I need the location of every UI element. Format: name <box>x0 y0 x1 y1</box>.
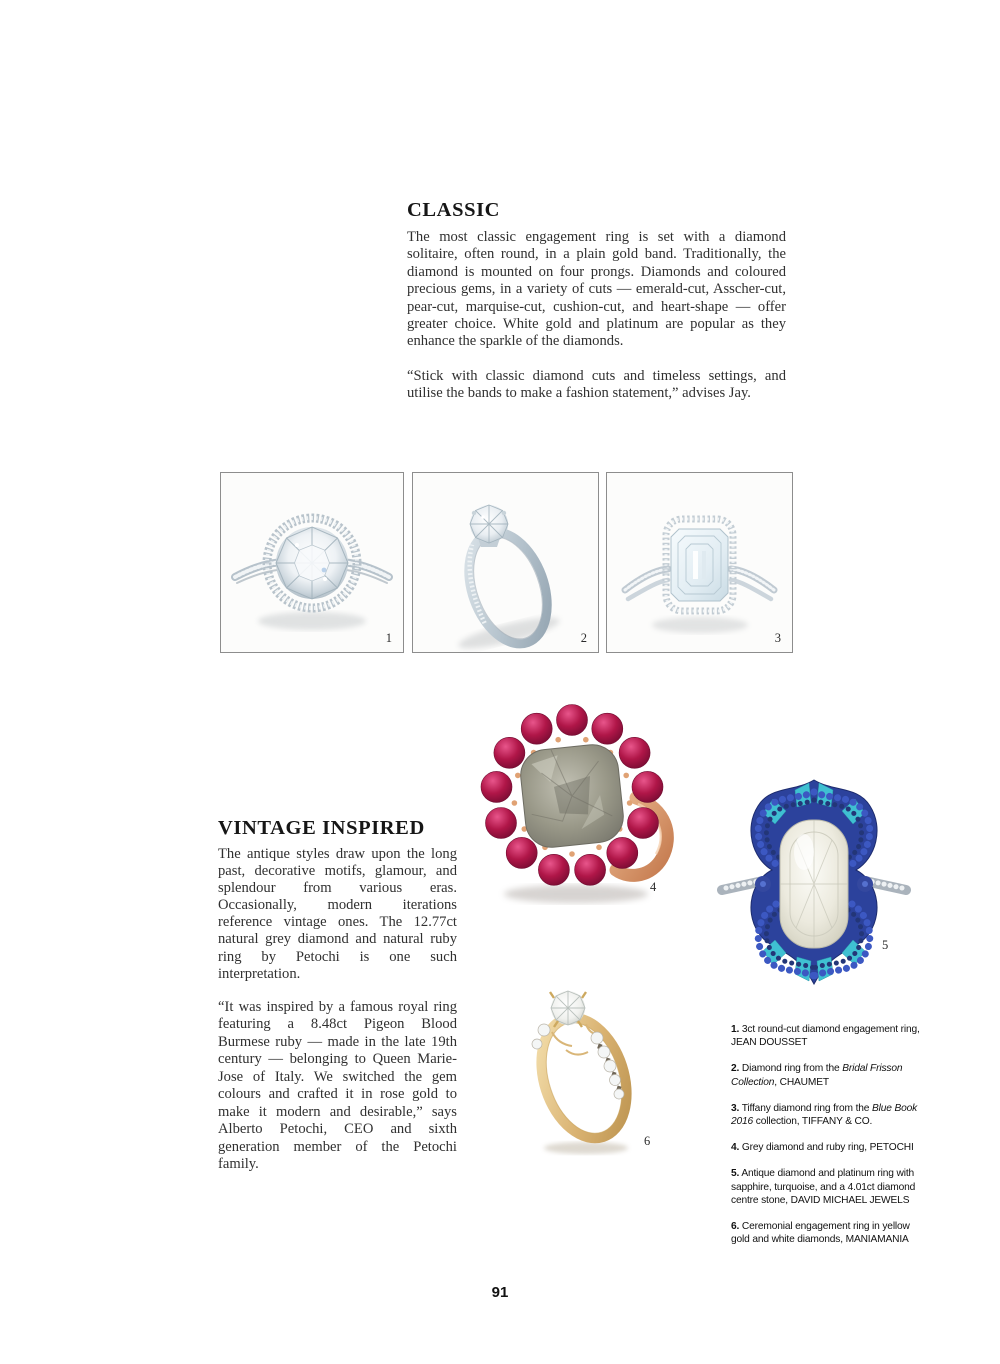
caption-number: 1. <box>731 1024 740 1035</box>
figure-number-6: 6 <box>644 1134 651 1148</box>
center-diamond <box>780 820 848 948</box>
caption-item-6 <box>731 1220 927 1246</box>
grey-diamond <box>518 742 626 850</box>
figure-number-4: 4 <box>650 880 657 894</box>
caption-text: Ceremonial engagement ring in yellow gold and white diamonds, MANIAMANIA <box>731 1221 910 1246</box>
ring-photo-5 <box>716 756 912 1014</box>
caption-number: 2. <box>731 1063 740 1075</box>
caption-number: 4. <box>731 1142 740 1154</box>
caption-item-1 <box>731 1023 927 1049</box>
ring-photo-4 <box>460 690 688 918</box>
figure-number-5: 5 <box>882 938 889 952</box>
classic-heading: CLASSIC <box>407 199 501 221</box>
ring-photo-1 <box>220 472 404 653</box>
vintage-section <box>218 817 457 1174</box>
vintage-body-text: The antique styles draw upon the long past, decorative motifs, glamour, and splendour from various eras. Occasionally, modern iterations reference vintage ones. The 12.77ct natural grey diamond and natural ruby ring by Petochi is one such interpretation. <box>218 846 457 982</box>
caption-text: 3ct round-cut diamond engagement ring, JEAN DOUSSET <box>731 1024 920 1049</box>
caption-item-5 <box>731 1167 927 1207</box>
caption-item-2 <box>731 1062 927 1088</box>
center-diamond <box>276 527 348 599</box>
caption-number: 6. <box>731 1221 740 1233</box>
caption-item-3 <box>731 1102 927 1128</box>
caption-text: , CHAUMET <box>774 1076 829 1088</box>
page-number: 91 <box>491 1284 509 1301</box>
caption-text: collection, TIFFANY & CO. <box>753 1116 873 1128</box>
classic-section <box>407 199 786 403</box>
sapphire-turquoise-ring-icon <box>716 756 912 1014</box>
caption-text: Tiffany diamond ring from the <box>739 1102 872 1114</box>
emerald-cut-ring-icon <box>607 473 792 652</box>
figure-number-1: 1 <box>385 631 392 645</box>
caption-number: 5. <box>731 1168 740 1180</box>
vintage-quote-text: “It was inspired by a famous royal ring featuring a 8.48ct Pigeon Blood Burmese ruby — made in the late 19th century — belonging to Queen Marie-Jose of Italy. We switched the gem colours and crafted it in rose gold to make it modern and desirable,” says Alberto Petochi, CEO and sixth generation member of the Petochi family. <box>218 998 457 1173</box>
classic-quote-text: “Stick with classic diamond cuts and timeless settings, and utilise the bands to make a fashion statement,” advises Jay. <box>407 367 786 402</box>
solitaire-ring-icon <box>413 473 598 652</box>
gold-diamond-ring-icon <box>494 958 676 1163</box>
caption-text: Grey diamond and ruby ring, PETOCHI <box>739 1142 914 1154</box>
figure-number-3: 3 <box>774 631 781 645</box>
caption-list <box>731 1023 927 1259</box>
vintage-heading: VINTAGE INSPIRED <box>218 817 425 839</box>
caption-text: Antique diamond and platinum ring with sapphire, turquoise, and a 4.01ct diamond centre stone, DAVID MICHAEL JEWELS <box>731 1168 916 1206</box>
emerald-cut-diamond <box>671 529 728 601</box>
caption-italic: Bridal Frisson Collection <box>731 1063 903 1088</box>
ring-photo-2 <box>412 472 599 653</box>
ring-photo-6 <box>494 958 676 1163</box>
caption-text: Diamond ring from the <box>739 1063 843 1075</box>
classic-body-text: The most classic engagement ring is set with a diamond solitaire, often round, in a plain gold band. Traditionally, the diamond is mounted on four prongs. Diamonds and coloured precious gems, in a variety of cuts — emerald-cut, Asscher-cut, pear-cut, marquise-cut, cushion-cut, and heart-shape — offer greater choice. White gold and platinum are popular as they enhance the sparkle of the diamonds. <box>407 229 786 350</box>
halo-diamond-ring-icon <box>221 473 403 652</box>
caption-item-4 <box>731 1141 927 1154</box>
ring-photo-3 <box>606 472 793 653</box>
figure-number-2: 2 <box>580 631 587 645</box>
caption-italic: Blue Book 2016 <box>731 1102 918 1128</box>
caption-number: 3. <box>731 1102 740 1114</box>
